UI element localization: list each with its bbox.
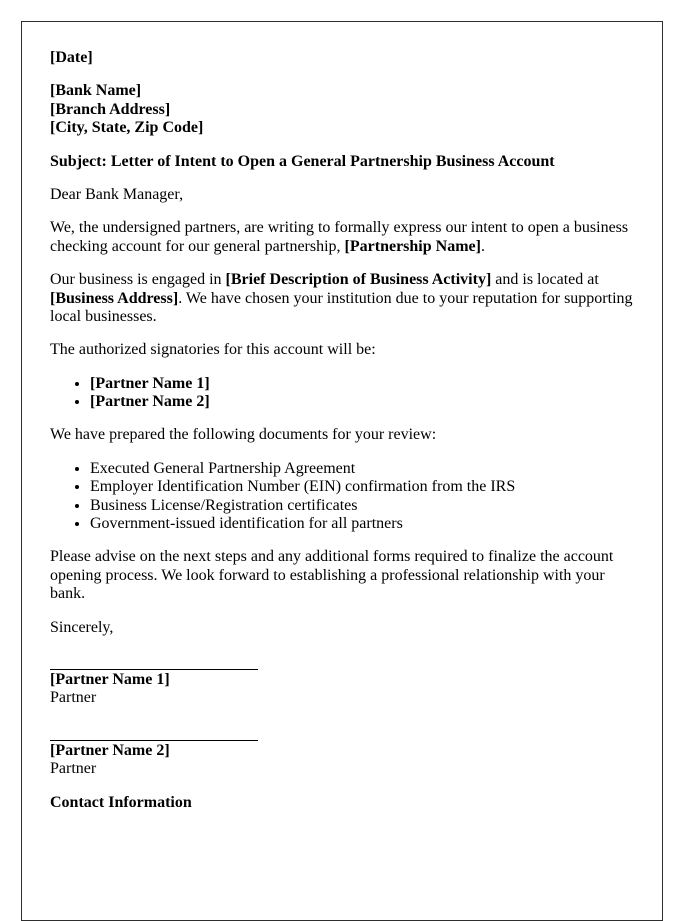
letter-page	[21, 21, 663, 921]
signature-line	[50, 652, 258, 670]
paragraph-intent: We, the undersigned partners, are writing to formally express our intent to open a business checking account for our general partnership, [Partnership Name].	[50, 219, 629, 255]
documents-intro: We have prepared the following documents for your review:	[50, 426, 437, 444]
paragraph-closing: Please advise on the next steps and any additional forms required to finalize the account opening process. We look forward to establishing a professional relationship with your bank.	[50, 548, 614, 603]
recipient-bank-name: [Bank Name]	[50, 82, 142, 100]
recipient-city-state-zip: [City, State, Zip Code]	[50, 119, 204, 137]
document-item: • Business License/Registration certificates	[90, 497, 634, 515]
valediction: Sincerely,	[50, 618, 114, 636]
document-item: • Government-issued identification for all partners	[90, 515, 634, 533]
recipient-address-block	[50, 82, 634, 137]
signature-title: Partner	[50, 760, 97, 778]
signature-line	[50, 723, 258, 741]
signatory-item: • [Partner Name 1]	[90, 375, 634, 393]
signatory-item: • [Partner Name 2]	[90, 393, 634, 411]
document-item: • Executed General Partnership Agreement	[90, 460, 634, 478]
signature-name: [Partner Name 2]	[50, 741, 170, 759]
signature-block-1	[50, 652, 634, 708]
document-item: • Employer Identification Number (EIN) confirmation from the IRS	[90, 478, 634, 496]
subject-line: Subject: Letter of Intent to Open a General Partnership Business Account	[50, 152, 555, 170]
signature-name: [Partner Name 1]	[50, 670, 170, 688]
signatories-list	[50, 375, 634, 412]
salutation: Dear Bank Manager,	[50, 185, 184, 203]
letter-date: [Date]	[50, 49, 93, 66]
recipient-branch-address: [Branch Address]	[50, 100, 171, 118]
signatories-intro: The authorized signatories for this account will be:	[50, 341, 376, 359]
documents-list	[50, 460, 634, 534]
contact-information-heading: Contact Information	[50, 793, 192, 811]
paragraph-business: Our business is engaged in [Brief Description of Business Activity] and is located at [Business Address]. We have chosen your institution due to your reputation for supporting local businesses.	[50, 271, 633, 325]
signature-block-2	[50, 723, 634, 779]
signature-title: Partner	[50, 689, 97, 707]
